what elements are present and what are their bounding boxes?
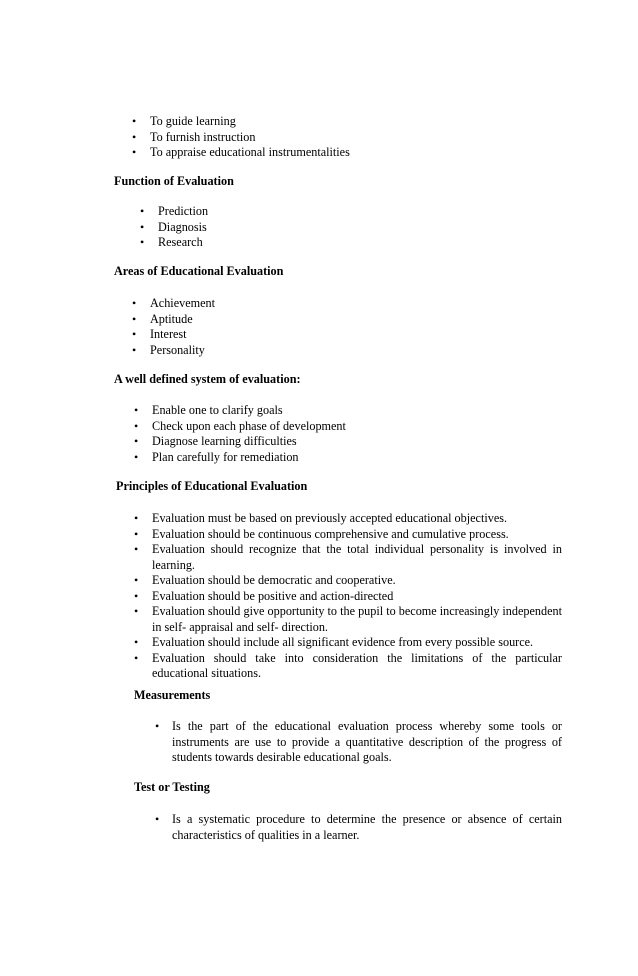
bullet-icon: • [155, 812, 160, 826]
list-item: • Evaluation should be continuous comprehensive and cumulative process. [134, 526, 509, 541]
function-list [140, 204, 340, 251]
section-heading-principles: Principles of Educational Evaluation [116, 479, 308, 493]
bullet-icon: • [134, 526, 139, 541]
list-item: • Personality [132, 342, 205, 357]
bullet-icon: • [132, 327, 137, 341]
list-item: • To appraise educational instrumentalities [132, 145, 350, 159]
bullet-icon: • [134, 418, 139, 433]
list-item: • Is the part of the educational evaluation process whereby some tools or instruments are use to provide a quantitative description of the progress of students towards desirable educational goals. [155, 719, 562, 764]
bullet-icon: • [140, 204, 145, 218]
list-item: • Enable one to clarify goals [134, 403, 283, 417]
bullet-icon: • [134, 449, 139, 464]
bullet-icon: • [132, 311, 137, 326]
areas-list [132, 296, 332, 358]
bullet-icon: • [140, 235, 145, 249]
section-heading-measurements: Measurements [134, 688, 211, 702]
bullet-icon: • [134, 434, 139, 448]
list-item: • Evaluation should include all significant evidence from every possible source. [134, 635, 534, 649]
list-item: • Evaluation should recognize that the total individual personality is involved in learning. [134, 542, 562, 572]
list-item: • Interest [132, 327, 187, 341]
section-heading-function: Function of Evaluation [114, 174, 234, 188]
list-item: • Diagnosis [140, 219, 207, 234]
list-item: • Diagnose learning difficulties [134, 434, 297, 448]
bullet-icon: • [134, 511, 139, 525]
list-item: • To furnish instruction [132, 129, 256, 144]
bullet-icon: • [134, 588, 139, 603]
bullet-icon: • [134, 542, 139, 556]
bullet-icon: • [132, 114, 137, 128]
list-item: • Evaluation should be positive and action-directed [134, 588, 394, 603]
list-item: • Check upon each phase of development [134, 418, 346, 433]
bullet-icon: • [155, 719, 160, 733]
bullet-icon: • [132, 296, 137, 310]
measurements-list [155, 719, 562, 766]
list-item: • Research [140, 235, 203, 249]
intro-list [132, 114, 432, 161]
list-item: • Evaluation should be democratic and cooperative. [134, 573, 396, 587]
list-item: • Aptitude [132, 311, 193, 326]
bullet-icon: • [132, 145, 137, 159]
section-heading-testing: Test or Testing [134, 780, 210, 794]
list-item: • Is a systematic procedure to determine the presence or absence of certain characteristics of qualities in a learner. [155, 812, 562, 842]
bullet-icon: • [132, 129, 137, 144]
bullet-icon: • [134, 573, 139, 587]
bullet-icon: • [134, 403, 139, 417]
list-item: • Plan carefully for remediation [134, 449, 299, 464]
bullet-icon: • [140, 219, 145, 234]
list-item: • To guide learning [132, 114, 236, 128]
bullet-icon: • [134, 604, 139, 618]
list-item: • Achievement [132, 296, 215, 310]
list-item: • Evaluation must be based on previously accepted educational objectives. [134, 511, 508, 525]
system-list [134, 403, 434, 465]
list-item: • Evaluation should take into consideration the limitations of the particular educational situations. [134, 650, 562, 680]
bullet-icon: • [134, 650, 139, 665]
section-heading-areas: Areas of Educational Evaluation [114, 264, 284, 278]
bullet-icon: • [132, 342, 137, 357]
list-item: • Evaluation should give opportunity to the pupil to become increasingly independent in self- appraisal and self- direction. [134, 604, 562, 634]
principles-list [134, 511, 562, 682]
list-item: • Prediction [140, 204, 209, 218]
testing-list [155, 812, 562, 843]
bullet-icon: • [134, 635, 139, 649]
section-heading-system: A well defined system of evaluation: [114, 372, 301, 386]
